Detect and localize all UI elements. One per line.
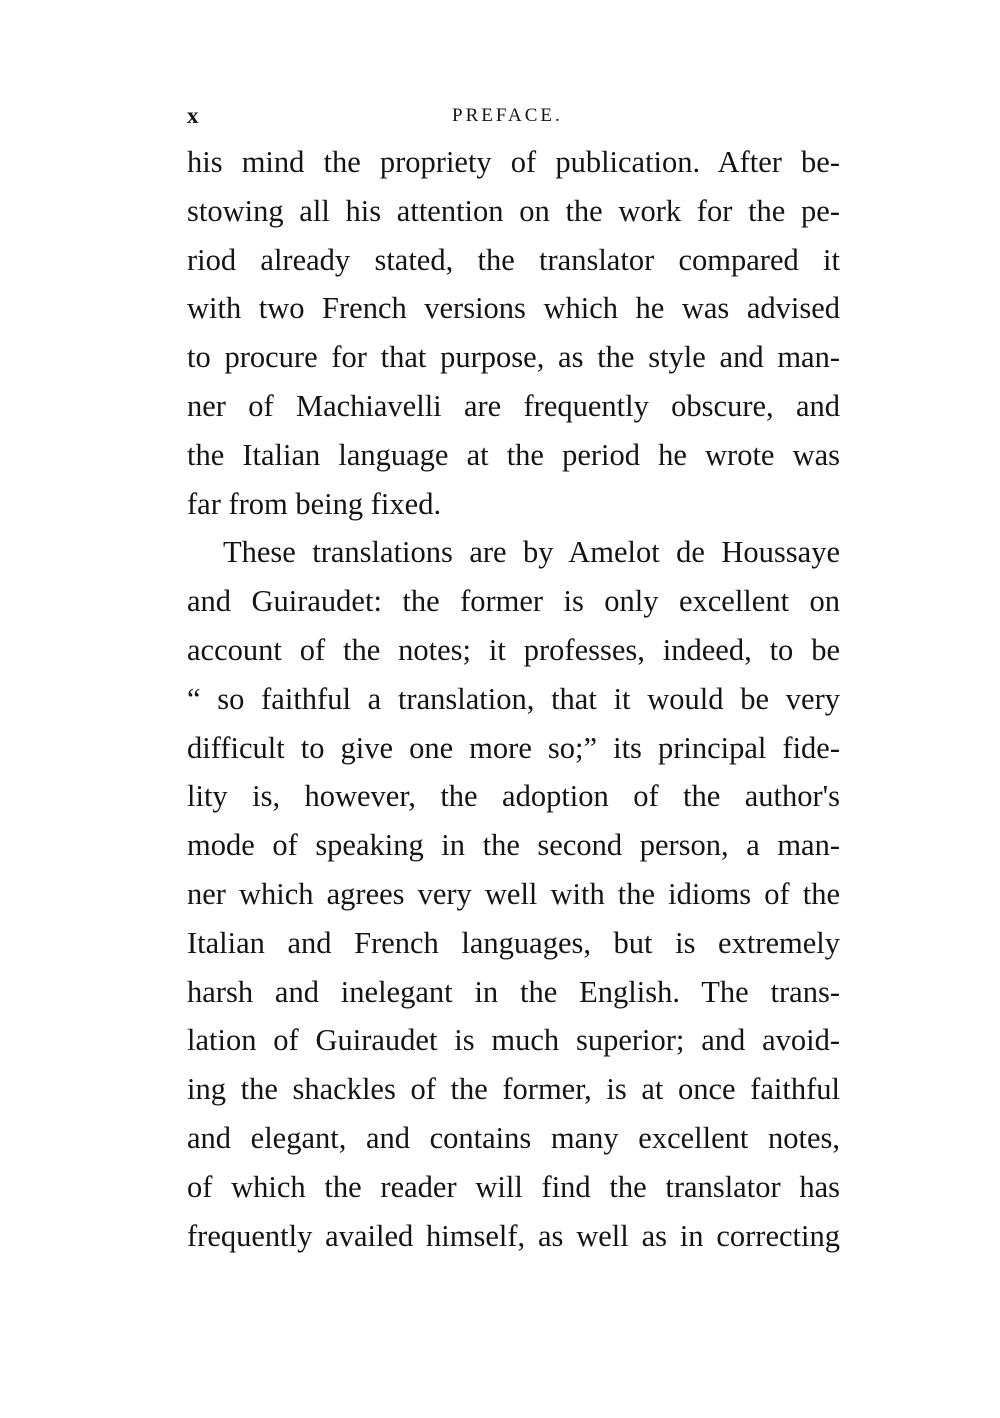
text-line: harsh and inelegant in the English. The trans-: [187, 974, 840, 1009]
text-line: of which the reader will find the translator has: [187, 1169, 840, 1204]
text-line: ing the shackles of the former, is at once faithful: [187, 1072, 840, 1107]
text-line: frequently availed himself, as well as in correcting: [187, 1218, 840, 1253]
text-line: his mind the propriety of publication. After be-: [187, 145, 840, 179]
page-number: x: [187, 103, 200, 128]
text-line: mode of speaking in the second person, a man-: [187, 828, 840, 863]
text-line: difficult to give one more so;” its principal fide-: [187, 730, 840, 765]
text-line: and Guiraudet: the former is only excellent on: [187, 584, 840, 619]
text-line: account of the notes; it professes, indeed, to be: [187, 632, 840, 667]
text-line: and elegant, and contains many excellent notes,: [187, 1120, 840, 1155]
text-line: Italian and French languages, but is extremely: [187, 925, 840, 960]
text-line: “ so faithful a translation, that it would be very: [187, 681, 840, 716]
text-line: lity is, however, the adoption of the author's: [187, 779, 840, 814]
paragraph-1: [187, 138, 840, 528]
text-line: the Italian language at the period he wrote was: [187, 437, 840, 472]
text-line: These translations are by Amelot de Houssaye: [223, 535, 840, 570]
text-line: lation of Guiraudet is much superior; and avoid-: [187, 1023, 840, 1058]
header-title: PREFACE.: [452, 105, 563, 126]
paragraph-2: [187, 528, 840, 1260]
running-head: [187, 103, 840, 133]
text-line: riod already stated, the translator compared it: [187, 242, 840, 277]
text-line: ner which agrees very well with the idioms of the: [187, 876, 840, 911]
text-line: far from being fixed.: [187, 486, 442, 521]
text-line: stowing all his attention on the work for the pe-: [187, 193, 840, 228]
text-line: to procure for that purpose, as the style and man-: [187, 340, 840, 375]
text-line: with two French versions which he was advised: [187, 291, 840, 326]
text-line: ner of Machiavelli are frequently obscure, and: [187, 388, 840, 423]
body-text: [187, 138, 840, 1260]
